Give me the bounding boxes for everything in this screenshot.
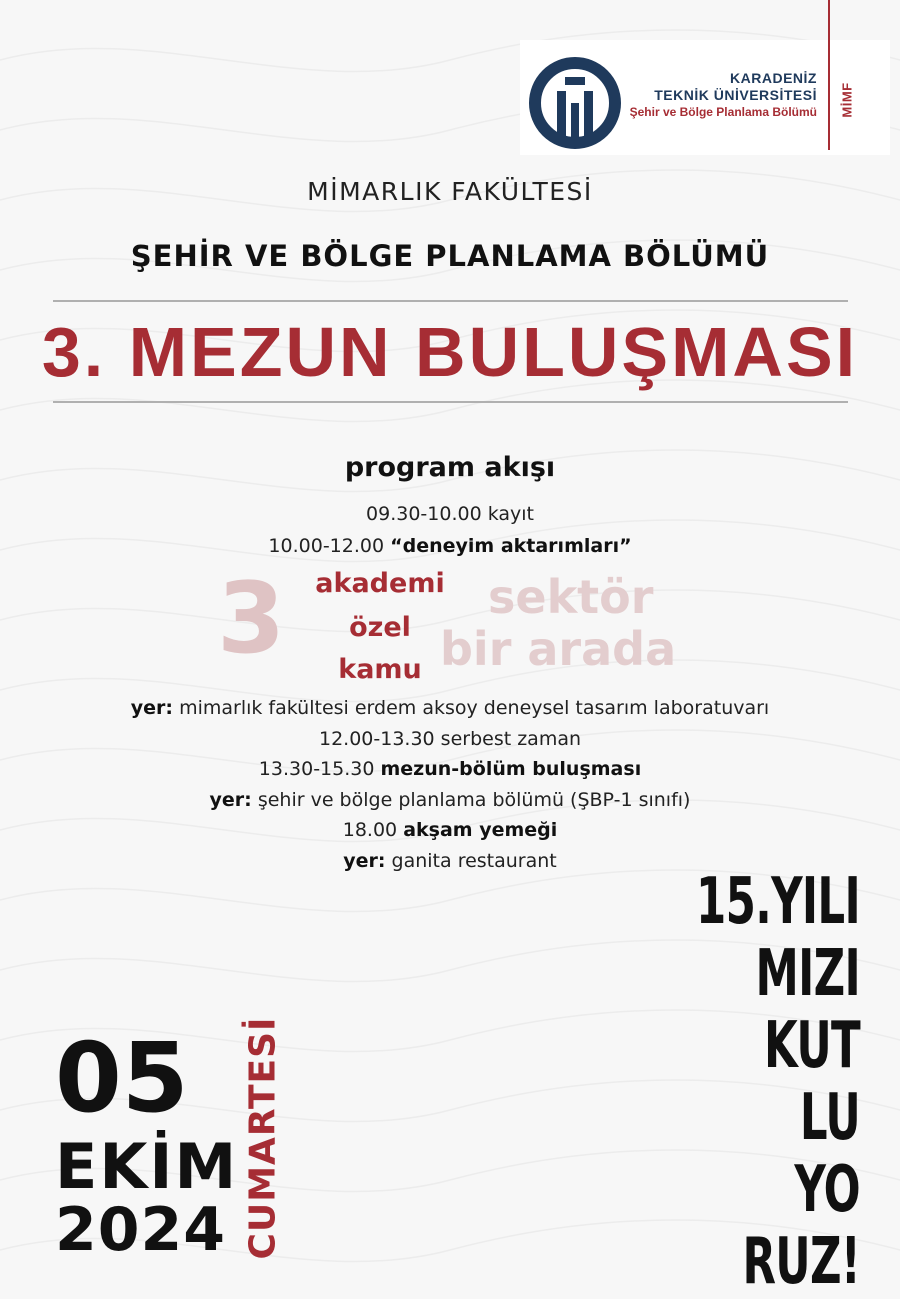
divider-bottom (53, 401, 848, 403)
sectors-count: 3 (217, 562, 286, 676)
slogan-line-3: KUT (764, 1009, 860, 1083)
date-day-number: 05 (55, 1022, 189, 1134)
venue-label: yer: (343, 850, 386, 872)
event-title: 3. MEZUN BULUŞMASI (41, 313, 859, 391)
venue-text: şehir ve bölge planlama bölümü (ŞBP-1 sınıfı) (257, 789, 691, 811)
slot-name: mezun-bölüm buluşması (380, 758, 642, 780)
sector-academy: akademi (315, 568, 445, 599)
program-slot-meeting (0, 758, 900, 780)
program-slot-free-time: 12.00-13.30 serbest zaman (318, 728, 582, 750)
venue-label: yer: (130, 697, 174, 719)
date-month: EKİM (55, 1130, 239, 1203)
divider-top (53, 300, 848, 302)
university-name-line1: KARADENİZ (730, 70, 817, 86)
program-slot-experience (0, 535, 900, 557)
date-weekday (240, 1015, 286, 1260)
slot-time: 13.30-15.30 (258, 758, 375, 780)
mimf-badge-text: MİMF (839, 82, 855, 118)
university-name (612, 70, 817, 121)
slogan-line-6: RUZ! (742, 1225, 860, 1299)
department-title: ŞEHİR VE BÖLGE PLANLAMA BÖLÜMÜ (130, 239, 770, 273)
date-year: 2024 (55, 1195, 226, 1265)
program-slot-registration: 09.30-10.00 kayıt (366, 503, 534, 525)
sector-private: özel (349, 612, 411, 643)
slogan-line-2: MIZI (755, 937, 860, 1011)
mimf-badge (834, 70, 860, 130)
slot-time: 10.00-12.00 (268, 535, 385, 557)
slogan (690, 866, 860, 1298)
slogan-line-4: LU (799, 1081, 860, 1155)
slot-name: “deneyim aktarımları” (390, 535, 632, 557)
logo-department: Şehir ve Bölge Planlama Bölümü (629, 105, 817, 119)
sectors-tagline-1: sektör (488, 570, 654, 624)
slogan-line-1: 15.YILI (696, 865, 860, 939)
slogan-line-5: YO (794, 1153, 860, 1227)
venue-line-2 (0, 789, 900, 811)
date-weekday-text: CUMARTESİ (242, 1016, 284, 1259)
venue-label: yer: (209, 789, 252, 811)
slot-time: 18.00 (342, 819, 398, 841)
university-name-line2: TEKNİK ÜNİVERSİTESİ (654, 87, 817, 103)
faculty-title: MİMARLIK FAKÜLTESİ (307, 177, 593, 206)
venue-line-1 (0, 697, 900, 719)
program-slot-dinner (0, 819, 900, 841)
venue-text: ganita restaurant (391, 850, 557, 872)
slot-name: akşam yemeği (403, 819, 558, 841)
venue-text: mimarlık fakültesi erdem aksoy deneysel tasarım laboratuvarı (179, 697, 770, 719)
university-logo-icon (527, 55, 623, 151)
logo-divider (828, 0, 830, 150)
sectors-tagline-2: bir arada (440, 622, 677, 676)
program-title: program akışı (344, 452, 556, 483)
sector-public: kamu (338, 654, 422, 685)
